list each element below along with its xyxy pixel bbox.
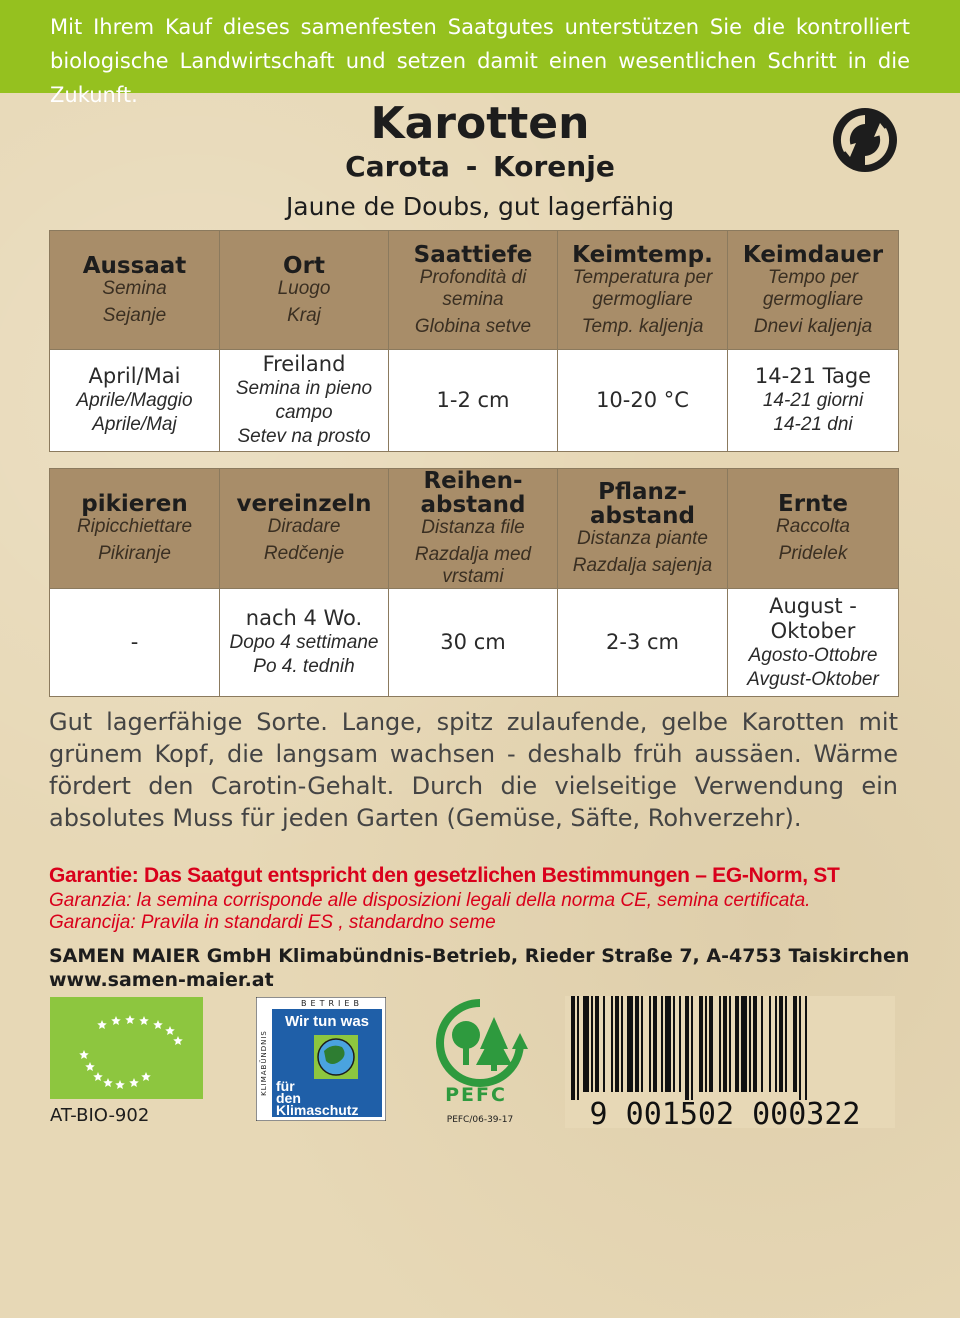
table-header-row xyxy=(50,231,899,350)
company-info xyxy=(49,944,909,992)
pefc-logo-icon xyxy=(430,997,530,1127)
klima-top-text: BETRIEB xyxy=(301,999,363,1008)
header-cell-pflanzabstand: Pflanz-abstand Distanza piante Razdalja sajenja xyxy=(558,469,728,589)
barcode-icon xyxy=(565,996,895,1128)
eu-organic-logo-icon xyxy=(50,997,203,1099)
header-cell-pikieren: pikieren Ripicchiettare Pikiranje xyxy=(50,469,220,589)
value-cell-saattiefe: 1-2 cm xyxy=(389,350,558,452)
barcode-bar xyxy=(735,996,739,1092)
bio-control-code: AT-BIO-902 xyxy=(50,1105,150,1126)
value-cell-pikieren: - xyxy=(50,589,220,697)
header-cell-keimtemp: Keimtemp. Temperatura per germogliare Temp. kaljenja xyxy=(558,231,728,350)
table-row xyxy=(50,589,899,697)
pefc-code: PEFC/06-39-17 xyxy=(446,1115,514,1125)
barcode-bar xyxy=(799,996,801,1100)
header-cell-saattiefe: Saattiefe Profondità di semina Globina setve xyxy=(389,231,558,350)
barcode-bar xyxy=(749,996,751,1092)
value-cell-aussaat: April/Mai Aprile/Maggio Aprile/Maj xyxy=(50,350,220,452)
header-cell-keimdauer: Keimdauer Tempo per germogliare Dnevi kaljenja xyxy=(728,231,899,350)
product-title: Karotten xyxy=(370,98,590,149)
barcode-bar xyxy=(729,996,731,1092)
barcode-bar xyxy=(621,996,623,1092)
value-cell-keimtemp: 10-20 °C xyxy=(558,350,728,452)
barcode-bar xyxy=(603,996,605,1092)
barcode-bar xyxy=(775,996,777,1092)
value-cell-reihenabstand: 30 cm xyxy=(389,589,558,697)
guarantee-sl: Garancija: Pravila in standardi ES , standardno seme xyxy=(49,912,496,933)
barcode-bar xyxy=(673,996,675,1092)
barcode-bar xyxy=(793,996,797,1092)
growing-table-2 xyxy=(49,468,899,697)
barcode-bar xyxy=(571,996,575,1100)
value-cell-pflanzabstand: 2-3 cm xyxy=(558,589,728,697)
barcode-bar xyxy=(583,996,589,1092)
barcode-number: 9 001502 000322 xyxy=(589,1097,861,1128)
klima-side-text: KLIMABÜNDNIS xyxy=(260,1030,268,1096)
banner-text: Mit Ihrem Kauf dieses samenfesten Saatgutes unterstützen Sie die kontrolliert biologische Landwirtschaft und setzen damit einen wesentlichen Schritt in die Zukunft. xyxy=(50,15,910,107)
barcode-bar xyxy=(761,996,763,1092)
barcode-bar xyxy=(691,996,693,1100)
barcode-bar xyxy=(649,996,651,1092)
klimabuendnis-logo-icon xyxy=(256,997,386,1121)
klima-line-4: Klimaschutz xyxy=(276,1102,359,1118)
barcode-bar xyxy=(719,996,721,1092)
barcode-bar xyxy=(685,996,689,1100)
barcode-bar xyxy=(611,996,613,1092)
barcode-bar xyxy=(699,996,703,1092)
barcode-bar xyxy=(785,996,787,1092)
header-cell-aussaat: Aussaat Semina Sejanje xyxy=(50,231,220,350)
value-cell-keimdauer: 14-21 Tage 14-21 giorni 14-21 dni xyxy=(728,350,899,452)
barcode-bar xyxy=(705,996,707,1092)
top-banner xyxy=(0,0,960,107)
barcode-bar xyxy=(753,996,757,1092)
header-cell-ort: Ort Luogo Kraj xyxy=(220,231,389,350)
klima-line-1: Wir tun was xyxy=(284,1013,370,1030)
barcode-bar xyxy=(577,996,579,1100)
company-website[interactable]: www.samen-maier.at xyxy=(49,969,274,991)
barcode-bar xyxy=(635,996,639,1092)
barcode-bar xyxy=(641,996,643,1092)
barcode-bar xyxy=(661,996,663,1092)
barcode-bar xyxy=(615,996,619,1092)
barcode-bar xyxy=(627,996,633,1092)
klima-line-3: den xyxy=(276,1090,301,1106)
table-row xyxy=(50,350,899,452)
barcode-bar xyxy=(769,996,771,1092)
table-header-row xyxy=(50,469,899,589)
growing-table-1 xyxy=(49,230,899,452)
header-cell-vereinzeln: vereinzeln Diradare Redčenje xyxy=(220,469,389,589)
barcode-bar xyxy=(779,996,783,1092)
variety-description: Gut lagerfähige Sorte. Lange, spitz zulaufende, gelbe Karotten mit grünem Kopf, die langsam wachsen - deshalb früh aussäen. Wärme fördert den Carotin-Gehalt. Durch die vielseitige Verwendung ein absolutes Muss für jeden Garten (Gemüse, Säfte, Rohverzehr). xyxy=(49,708,898,832)
barcode-bar xyxy=(805,996,807,1100)
barcode-bar xyxy=(741,996,747,1092)
klima-line-2: für xyxy=(276,1078,295,1094)
value-cell-ort: Freiland Semina in pieno campo Setev na prosto xyxy=(220,350,389,452)
barcode-bar xyxy=(679,996,681,1092)
guarantee-de: Garantie: Das Saatgut entspricht den gesetzlichen Bestimmungen – EG-Norm, ST xyxy=(49,864,840,887)
barcode-bar xyxy=(595,996,599,1092)
header-cell-reihenabstand: Reihen-abstand Distanza file Razdalja med vrstami xyxy=(389,469,558,589)
barcode-bar xyxy=(665,996,671,1092)
company-address: SAMEN MAIER GmbH Klimabündnis-Betrieb, Rieder Straße 7, A-4753 Taiskirchen xyxy=(49,945,910,967)
pefc-label: PEFC xyxy=(445,1084,507,1106)
guarantee-it: Garanzia: la semina corrisponde alle disposizioni legali della norma CE, semina certificata. xyxy=(49,890,811,911)
header-cell-ernte: Ernte Raccolta Pridelek xyxy=(728,469,899,589)
product-subtitle: Carota - Korenje xyxy=(345,150,615,183)
green-dot-recycle-icon xyxy=(832,107,898,173)
barcode-bar xyxy=(723,996,727,1092)
product-variety: Jaune de Doubs, gut lagerfähig xyxy=(285,192,675,221)
barcode-bar xyxy=(591,996,593,1092)
value-cell-vereinzeln: nach 4 Wo. Dopo 4 settimane Po 4. tednih xyxy=(220,589,389,697)
barcode-bar xyxy=(653,996,657,1092)
value-cell-ernte: August - Oktober Agosto-Ottobre Avgust-Oktober xyxy=(728,589,899,697)
barcode-bar xyxy=(709,996,713,1092)
